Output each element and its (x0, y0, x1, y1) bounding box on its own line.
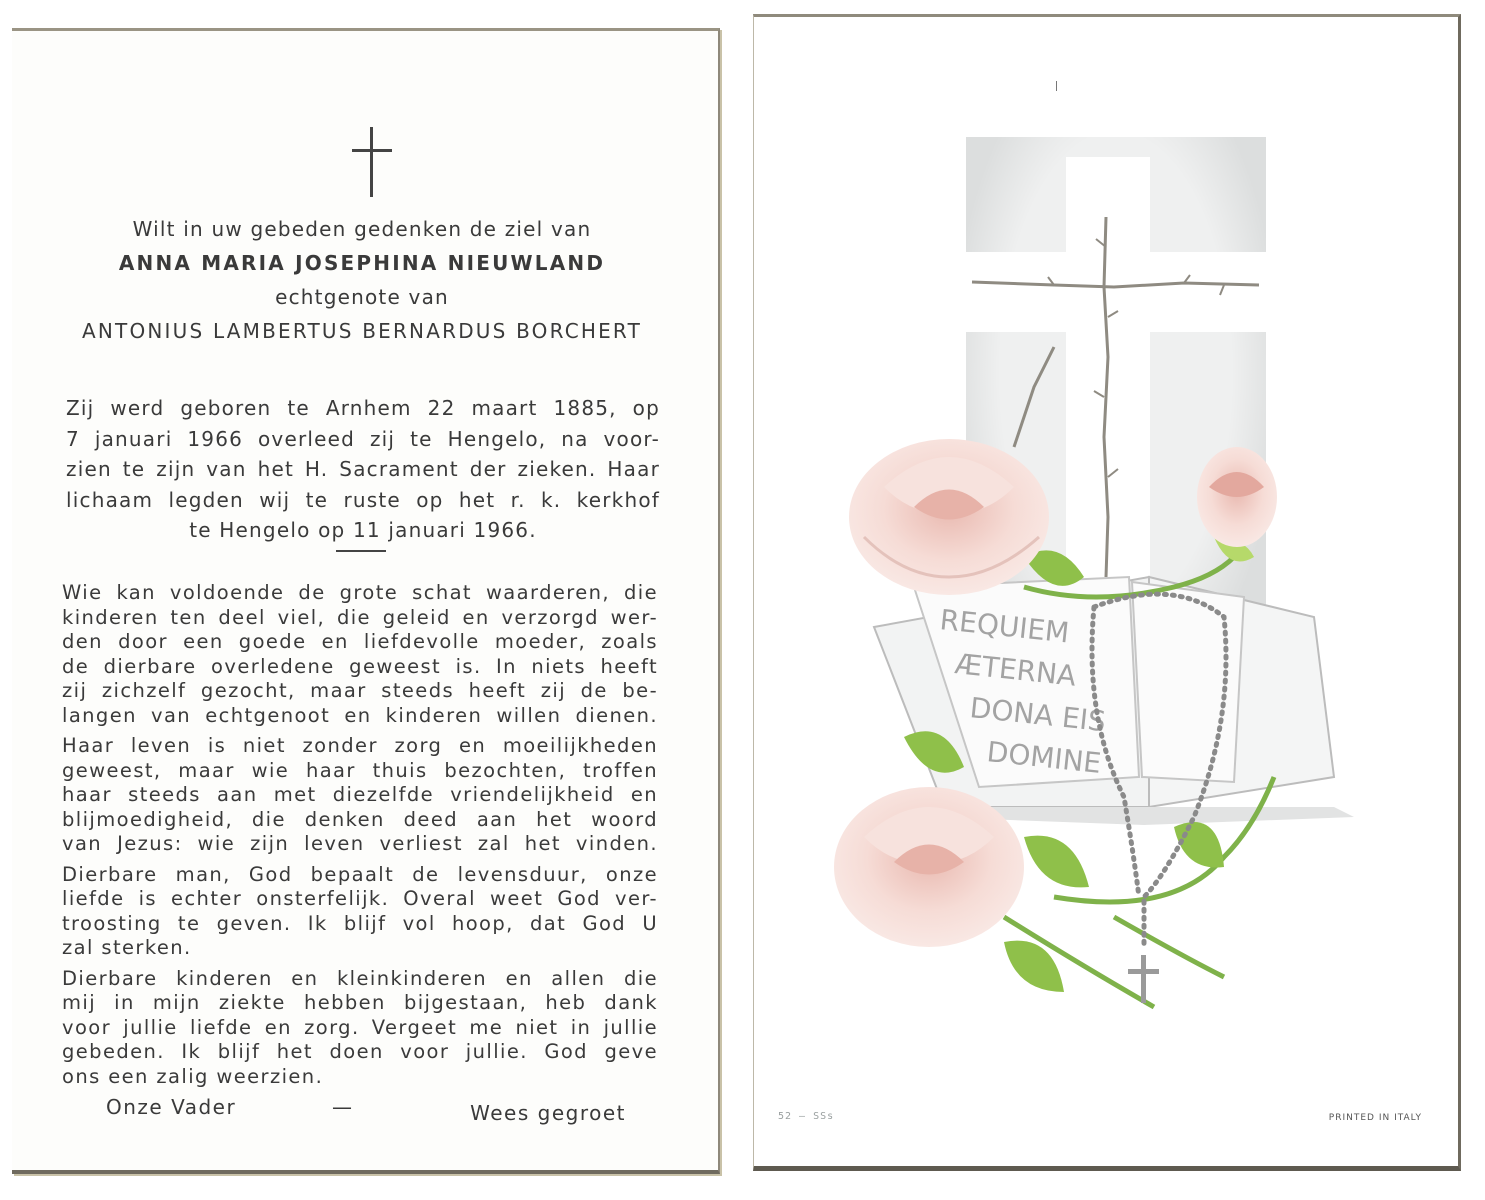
memorial-line: troosting te geven. Ik blijf vol hoop, dat God U (62, 911, 658, 935)
spouse-name: ANTONIUS LAMBERTUS BERNARDUS BORCHERT (82, 319, 642, 343)
prayer-onze-vader: Onze Vader (106, 1095, 237, 1119)
bio-line: te Hengelo op 11 januari 1966. (189, 518, 537, 542)
printed-in-italy: PRINTED IN ITALY (1328, 1113, 1422, 1123)
memorial-line: geweest, maar wie haar thuis bezochten, troffen (62, 758, 658, 782)
memorial-line: Wie kan voldoende de grote schat waarderen, die (62, 581, 658, 604)
memorial-line: Haar leven is niet zonder zorg en moeilijkheden (62, 734, 658, 757)
rose-large-bottom (834, 787, 1024, 947)
memorial-line: liefde is echter onsterfelijk. Overal weet God ver- (62, 887, 658, 910)
book-line-2: ÆTERNA (953, 647, 1078, 693)
memorial-paragraph (62, 734, 658, 857)
prayers-row (106, 1095, 626, 1125)
memorial-line: van Jezus: wie zijn leven verliest zal het vinden. (62, 832, 658, 855)
biography (66, 393, 660, 546)
intro-block (62, 217, 662, 343)
prayer-wees-gegroet: Wees gegroet (470, 1101, 626, 1125)
memorial-text (62, 581, 658, 1089)
card-code: 52 — SSs (778, 1111, 835, 1122)
bio-line: lichaam legden wij te ruste op het r. k. kerkhof (66, 487, 660, 512)
memorial-paragraph (62, 863, 658, 961)
memorial-line: langen van echtgenoot en kinderen willen dienen. (62, 703, 658, 727)
relation-text: echtgenote van (275, 285, 449, 309)
bio-line: zien te zijn van het H. Sacrament der zieken. Haar (66, 457, 660, 481)
rose-large-top (849, 439, 1049, 595)
prayer-separator: — (332, 1095, 354, 1119)
memorial-line: zal sterken. (62, 936, 192, 959)
memorial-line: Dierbare man, God bepaalt de levensduur, onze (62, 862, 658, 886)
book-line-4: DOMINE (985, 735, 1103, 780)
memorial-line: den door een goede en liefdevolle moeder, zoals (62, 630, 658, 653)
roses-cross-illustration (754, 17, 1458, 1166)
memorial-line: Dierbare kinderen en kleinkinderen en allen die (62, 966, 658, 990)
memorial-line: zij zichzelf gezocht, maar steeds heeft zij de be- (62, 679, 658, 702)
memorial-line: blijmoedigheid, die denken deed aan het woord (62, 807, 658, 831)
memorial-card-picture-side (753, 14, 1461, 1171)
bio-line: Zij werd geboren te Arnhem 22 maart 1885, op (66, 396, 660, 420)
divider-line (336, 550, 386, 552)
deceased-name: ANNA MARIA JOSEPHINA NIEUWLAND (118, 251, 606, 275)
bio-line: 7 januari 1966 overleed zij te Hengelo, na voor- (66, 426, 660, 451)
memorial-line: kinderen ten deel viel, die geleid en verzorgd wer- (62, 605, 658, 629)
cross-icon (352, 127, 392, 197)
book-line-1: REQUIEM (938, 603, 1071, 650)
memorial-card-text-side (12, 28, 720, 1174)
memorial-line: de dierbare overledene geweest is. In niets heeft (62, 654, 658, 678)
memorial-line: voor jullie liefde en zorg. Vergeet me niet in jullie (62, 1015, 658, 1039)
memorial-line: haar steeds aan met diezelfde vriendelijkheid en (62, 783, 658, 806)
memorial-paragraph (62, 967, 658, 1090)
intro-line: Wilt in uw gebeden gedenken de ziel van (132, 217, 592, 241)
memorial-line: mij in mijn ziekte hebben bijgestaan, heb dank (62, 991, 658, 1014)
memorial-line: gebeden. Ik blijf het doen voor jullie. God geve (62, 1040, 658, 1063)
memorial-paragraph (62, 581, 658, 728)
book-line-3: DONA EIS (968, 691, 1108, 739)
rose-bud (1197, 447, 1277, 547)
memorial-line: ons een zalig weerzien. (62, 1064, 324, 1088)
